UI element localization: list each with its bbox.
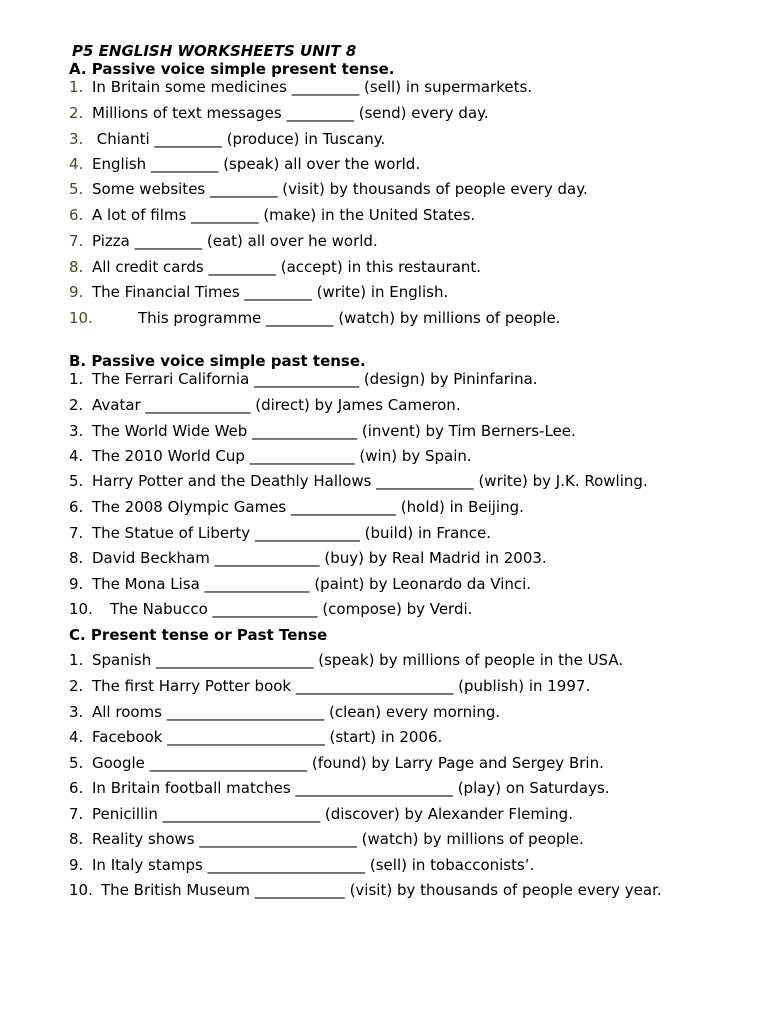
exercise-item bbox=[69, 549, 547, 567]
item-number: 2. bbox=[69, 677, 84, 695]
exercise-item bbox=[69, 104, 489, 122]
item-number: 6. bbox=[69, 498, 84, 516]
item-text: The Mona Lisa ______________ (paint) by Leonardo da Vinci. bbox=[92, 575, 532, 593]
item-text: Millions of text messages _________ (send) every day. bbox=[92, 104, 489, 122]
item-number: 4. bbox=[69, 728, 84, 746]
item-number: 9. bbox=[69, 575, 84, 593]
exercise-item bbox=[69, 575, 531, 593]
exercise-item bbox=[69, 703, 500, 721]
item-text: The first Harry Potter book _____________________ (publish) in 1997. bbox=[92, 677, 591, 695]
item-number: 9. bbox=[69, 856, 84, 874]
item-text: Facebook _____________________ (start) in 2006. bbox=[92, 728, 443, 746]
item-text: In Italy stamps _____________________ (sell) in tobacconists’. bbox=[92, 856, 535, 874]
item-number: 2. bbox=[69, 104, 84, 122]
item-text: Spanish _____________________ (speak) by millions of people in the USA. bbox=[92, 651, 624, 669]
exercise-item bbox=[69, 232, 378, 250]
exercise-item bbox=[69, 779, 610, 797]
item-number: 8. bbox=[69, 830, 84, 848]
exercise-item bbox=[69, 754, 604, 772]
item-text: A lot of films _________ (make) in the United States. bbox=[92, 206, 476, 224]
item-text: In Britain some medicines _________ (sell) in supermarkets. bbox=[92, 78, 533, 96]
item-number: 7. bbox=[69, 232, 84, 250]
exercise-item bbox=[69, 472, 648, 490]
item-text: In Britain football matches _____________________ (play) on Saturdays. bbox=[92, 779, 610, 797]
exercise-item bbox=[69, 283, 448, 301]
item-text: The 2010 World Cup ______________ (win) by Spain. bbox=[92, 447, 472, 465]
exercise-item bbox=[69, 206, 475, 224]
exercise-item bbox=[69, 524, 491, 542]
item-number: 1. bbox=[69, 370, 84, 388]
exercise-item bbox=[69, 180, 588, 198]
exercise-item bbox=[69, 600, 472, 618]
exercise-item bbox=[69, 396, 461, 414]
section-b-heading: B. Passive voice simple past tense. bbox=[69, 352, 366, 370]
item-text: David Beckham ______________ (buy) by Real Madrid in 2003. bbox=[92, 549, 547, 567]
item-text: This programme _________ (watch) by millions of people. bbox=[138, 309, 561, 327]
exercise-item bbox=[69, 78, 532, 96]
item-text: Harry Potter and the Deathly Hallows _____________ (write) by J.K. Rowling. bbox=[92, 472, 648, 490]
exercise-item bbox=[69, 728, 442, 746]
item-text: Reality shows _____________________ (watch) by millions of people. bbox=[92, 830, 584, 848]
item-number: 5. bbox=[69, 754, 84, 772]
item-text: All credit cards _________ (accept) in this restaurant. bbox=[92, 258, 482, 276]
item-number: 8. bbox=[69, 549, 84, 567]
item-text: The 2008 Olympic Games ______________ (hold) in Beijing. bbox=[92, 498, 524, 516]
item-text: The British Museum ____________ (visit) by thousands of people every year. bbox=[101, 881, 662, 899]
item-number: 1. bbox=[69, 78, 84, 96]
item-number: 9. bbox=[69, 283, 84, 301]
exercise-item bbox=[69, 677, 590, 695]
item-number: 3. bbox=[69, 703, 84, 721]
exercise-item bbox=[69, 258, 481, 276]
item-text: The Ferrari California ______________ (design) by Pininfarina. bbox=[92, 370, 538, 388]
exercise-item bbox=[69, 370, 538, 388]
worksheet-title: P5 ENGLISH WORKSHEETS UNIT 8 bbox=[72, 42, 357, 60]
exercise-item bbox=[69, 881, 662, 899]
item-number: 10. bbox=[69, 600, 93, 618]
item-number: 7. bbox=[69, 805, 84, 823]
exercise-item bbox=[69, 856, 534, 874]
item-number: 4. bbox=[69, 447, 84, 465]
item-text: Avatar ______________ (direct) by James Cameron. bbox=[92, 396, 461, 414]
item-text: The Nabucco ______________ (compose) by Verdi. bbox=[110, 600, 473, 618]
item-number: 10. bbox=[69, 881, 93, 899]
item-number: 8. bbox=[69, 258, 84, 276]
exercise-item bbox=[69, 830, 584, 848]
item-number: 5. bbox=[69, 180, 84, 198]
item-number: 4. bbox=[69, 155, 84, 173]
item-text: English _________ (speak) all over the world. bbox=[92, 155, 421, 173]
exercise-item bbox=[69, 651, 623, 669]
item-number: 7. bbox=[69, 524, 84, 542]
item-number: 5. bbox=[69, 472, 84, 490]
item-number: 6. bbox=[69, 779, 84, 797]
exercise-item bbox=[69, 447, 472, 465]
exercise-item bbox=[69, 805, 573, 823]
item-text: The Statue of Liberty ______________ (build) in France. bbox=[92, 524, 492, 542]
exercise-item bbox=[69, 155, 420, 173]
section-c-heading: C. Present tense or Past Tense bbox=[69, 626, 328, 644]
item-text: The World Wide Web ______________ (invent) by Tim Berners-Lee. bbox=[92, 422, 576, 440]
item-number: 2. bbox=[69, 396, 84, 414]
item-text: Penicillin _____________________ (discover) by Alexander Fleming. bbox=[92, 805, 573, 823]
item-number: 3. bbox=[69, 422, 84, 440]
item-text: Chianti _________ (produce) in Tuscany. bbox=[92, 130, 386, 148]
item-number: 3. bbox=[69, 130, 84, 148]
item-text: Pizza _________ (eat) all over he world. bbox=[92, 232, 378, 250]
item-number: 6. bbox=[69, 206, 84, 224]
section-a-heading: A. Passive voice simple present tense. bbox=[69, 60, 395, 78]
item-number: 10. bbox=[69, 309, 93, 327]
item-text: Some websites _________ (visit) by thousands of people every day. bbox=[92, 180, 588, 198]
item-text: The Financial Times _________ (write) in English. bbox=[92, 283, 449, 301]
item-number: 1. bbox=[69, 651, 84, 669]
exercise-item bbox=[69, 498, 524, 516]
item-text: Google _____________________ (found) by Larry Page and Sergey Brin. bbox=[92, 754, 604, 772]
item-text: All rooms _____________________ (clean) every morning. bbox=[92, 703, 501, 721]
exercise-item bbox=[69, 309, 560, 327]
exercise-item bbox=[69, 130, 385, 148]
exercise-item bbox=[69, 422, 576, 440]
